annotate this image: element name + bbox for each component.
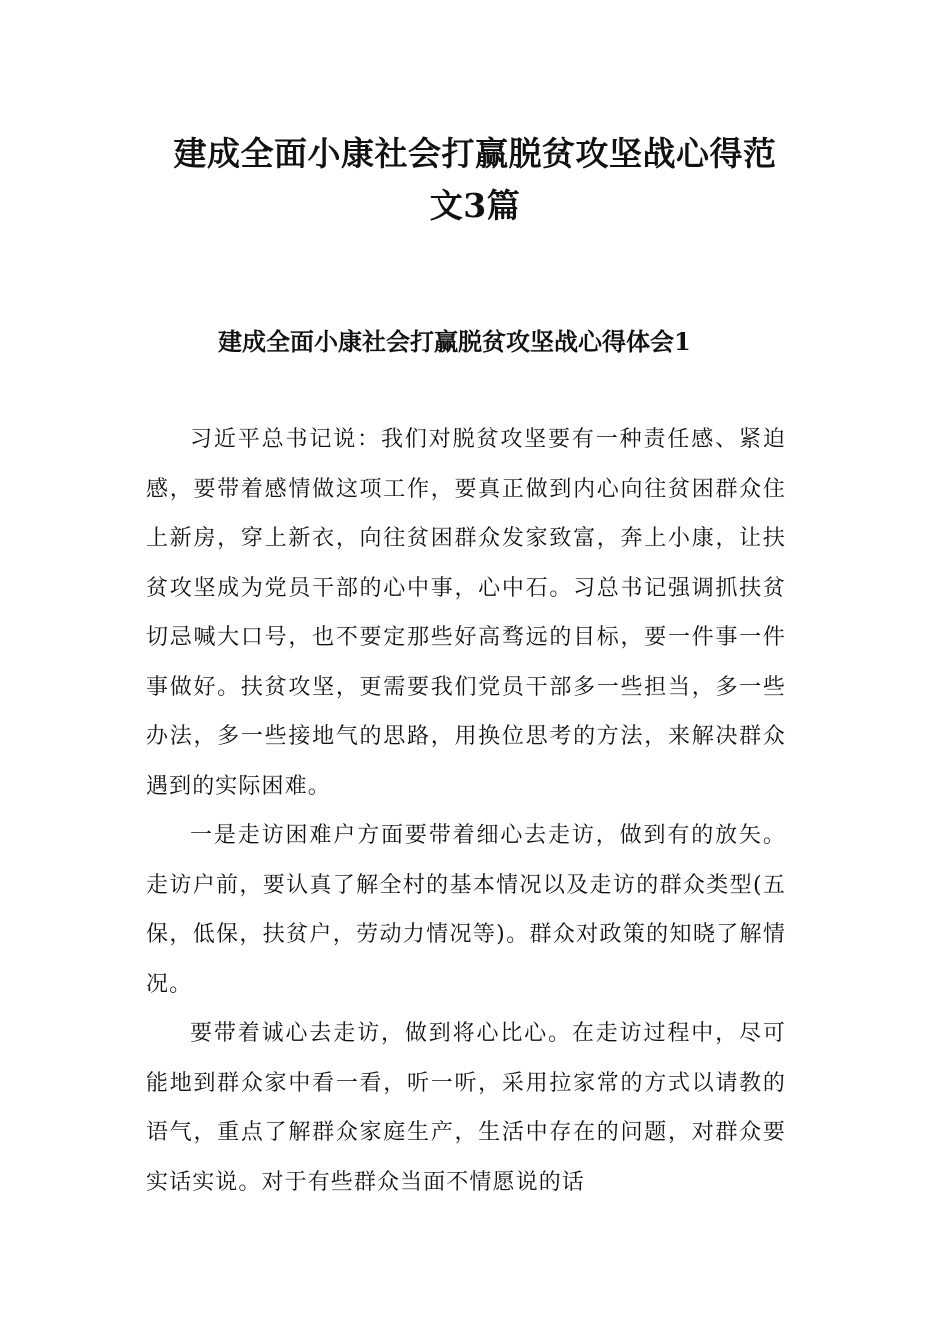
document-title-line-2: 文3篇 (429, 186, 521, 225)
body-text (146, 415, 786, 1207)
section-heading: 建成全面小康社会打赢脱贫攻坚战心得体会1 (218, 327, 691, 356)
paragraph: 习近平总书记说：我们对脱贫攻坚要有一种责任感、紧迫感，要带着感情做这项工作，要真正做到内心向往贫困群众住上新房，穿上新衣，向往贫困群众发家致富，奔上小康，让扶贫攻坚成为党员干部的心中事，心中石。习总书记强调抓扶贫切忌喊大口号，也不要定那些好高骛远的目标，要一件事一件事做好。扶贫攻坚，更需要我们党员干部多一些担当，多一些办法，多一些接地气的思路，用换位思考的方法，来解决群众遇到的实际困难。 (146, 427, 786, 799)
paragraph: 要带着诚心去走访，做到将心比心。在走访过程中，尽可能地到群众家中看一看，听一听，采用拉家常的方式以请教的语气，重点了解群众家庭生产，生活中存在的问题，对群众要实话实说。对于有些群众当面不情愿说的话 (146, 1021, 786, 1195)
document-title (100, 128, 850, 232)
document-title-line-1: 建成全面小康社会打赢脱贫攻坚战心得范 (173, 134, 777, 173)
paragraph: 一是走访困难户方面要带着细心去走访，做到有的放矢。走访户前，要认真了解全村的基本情况以及走访的群众类型(五保，低保，扶贫户，劳动力情况等)。群众对政策的知晓了解情况。 (146, 823, 786, 997)
